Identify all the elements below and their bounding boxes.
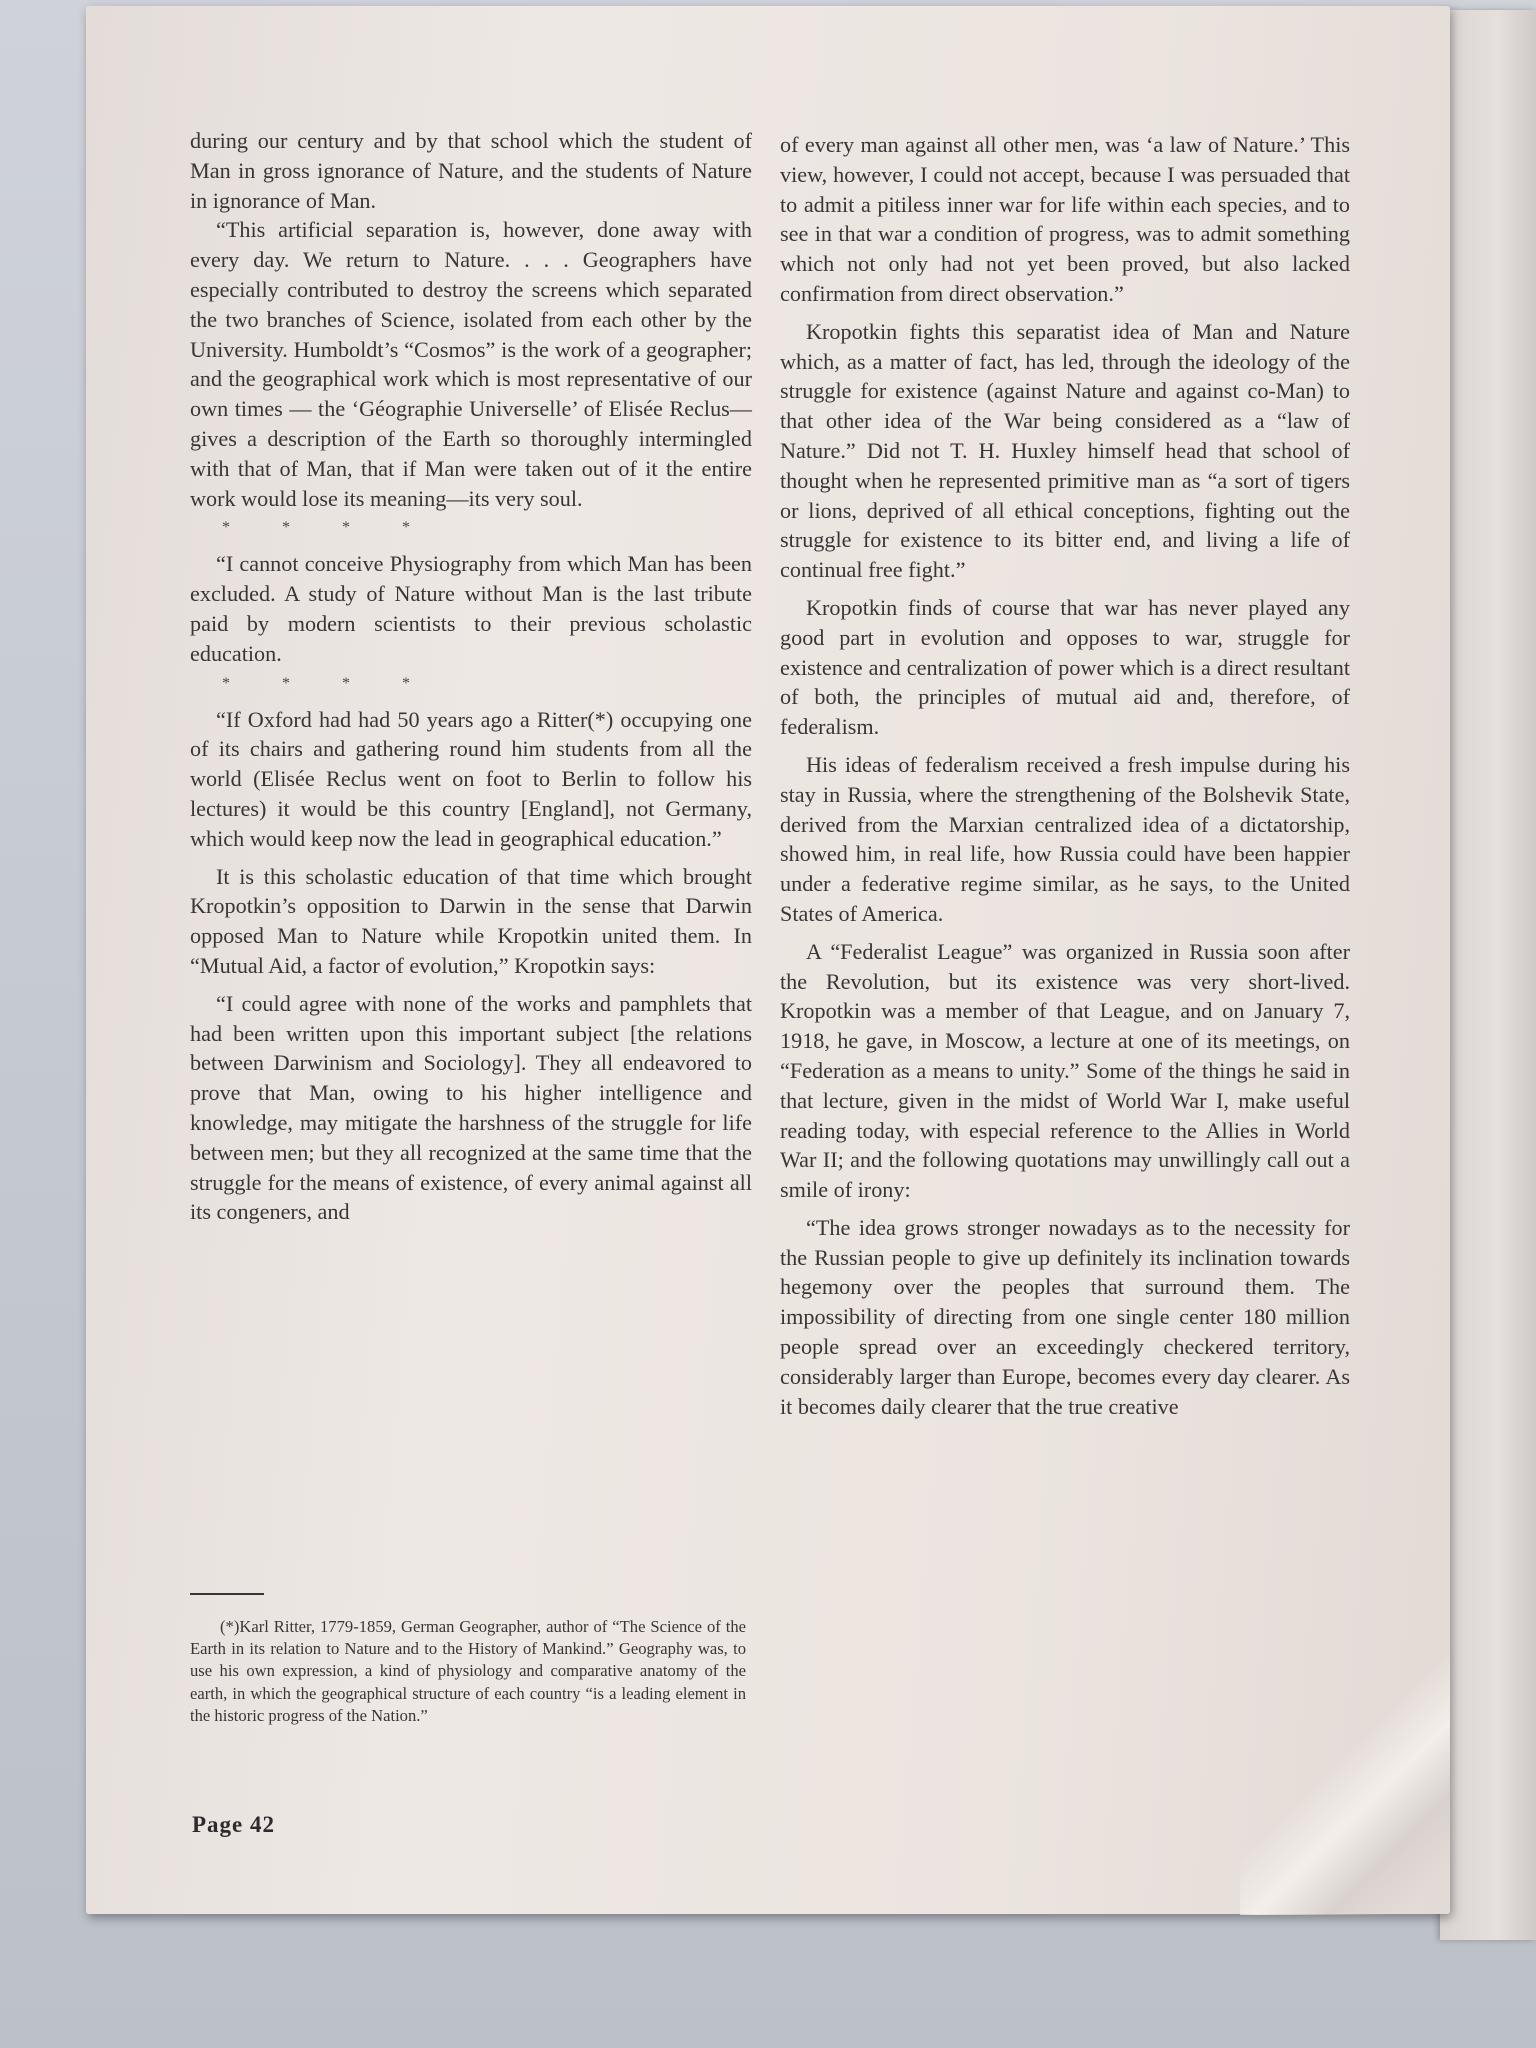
paragraph: during our century and by that school which the student of Man in gross ignorance of Nature, and the students of Nature in ignorance of Man. (190, 128, 752, 213)
paragraph: “I cannot conceive Physiography from which Man has been excluded. A study of Nature without Man is the last tribute paid by modern scientists to their previous scholastic education. (190, 551, 752, 666)
paragraph: Kropotkin finds of course that war has never played any good part in evolution and opposes to war, struggle for existence and centralization of power which is a direct resultant of both, the principles of mutual aid and, therefore, of federalism. (780, 594, 1350, 740)
section-separator: * * * * (222, 519, 434, 537)
page-number: Page 42 (192, 1812, 276, 1837)
paragraph: Kropotkin fights this separatist idea of Man and Nature which, as a matter of fact, has led, through the ideology of the struggle for existence (against Nature and against co-Man) to that other idea of the War being considered as a “law of Nature.” Did not T. H. Huxley himself head that school of thought when he represented primitive man as “a sort of tigers or lions, deprived of all ethical conceptions, fighting out the struggle for existence to its bitter end, and living a life of continual free fight.” (780, 318, 1350, 583)
paragraph: of every man against all other men, was ‘a law of Nature.’ This view, however, I could not accept, because I was persuaded that to admit a pitiless inner war for life within each species, and to see in that war a condition of progress, was to admit something which not only had not yet been proved, but also lacked confirmation from direct observation.” (780, 132, 1350, 306)
left-column (190, 126, 752, 1227)
section-separator: * * * * (222, 674, 434, 692)
right-column (780, 130, 1350, 1421)
footnote-text: (*)Karl Ritter, 1779-1859, German Geographer, author of “The Science of the Earth in its relation to Nature and to the History of Mankind.” Geography was, to use his own expression, a kind of physiology and comparative anatomy of the earth, in which the geographical structure of each country “is a leading element in the historic progress of the Nation.” (190, 1617, 746, 1725)
paragraph: It is this scholastic education of that time which brought Kropotkin’s opposition to Darwin in the sense that Darwin opposed Man to Nature while Kropotkin united them. In “Mutual Aid, a factor of evolution,” Kropotkin says: (190, 863, 752, 978)
paragraph: His ideas of federalism received a fresh impulse during his stay in Russia, where the strengthening of the Bolshevik State, derived from the Marxian centralized idea of a dictatorship, showed him, in real life, how Russia could have been happier under a federative regime similar, as he says, to the United States of America. (780, 751, 1350, 926)
paragraph: “The idea grows stronger nowadays as to the necessity for the Russian people to give up definitely its inclination towards hegemony over the peoples that surround them. The impossibility of directing from one single center 180 million people spread over an exceedingly checkered territory, considerably larger than Europe, becomes every day clearer. As it becomes daily clearer that the true creative (780, 1214, 1350, 1419)
paragraph: “This artificial separation is, however, done away with every day. We return to Nature. . . . Geographers have especially contributed to destroy the screens which separated the two branches of Science, isolated from each other by the University. Humboldt’s “Cosmos” is the work of a geographer; and the geographical work which is most representative of our own times — the ‘Géographie Universelle’ of Elisée Reclus—gives a description of the Earth so thoroughly intermingled with that of Man, that if Man were taken out of it the entire work would lose its meaning—its very soul. (190, 217, 752, 511)
footnote (190, 1616, 746, 1727)
paragraph: “If Oxford had had 50 years ago a Ritter(*) occupying one of its chairs and gathering round him students from all the world (Elisée Reclus went on foot to Berlin to follow his lectures) it would be this country [England], not Germany, which would keep now the lead in geographical education.” (190, 706, 752, 851)
paragraph: A “Federalist League” was organized in Russia soon after the Revolution, but its existence was very short-lived. Kropotkin was a member of that League, and on January 7, 1918, he gave, in Moscow, a lecture at one of its meetings, on “Federation as a means to unity.” Some of the things he said in that lecture, given in the midst of World War I, make useful reading today, with especial reference to the Allies in World War II; and the following quotations may unwillingly call out a smile of irony: (780, 938, 1350, 1203)
footnote-rule (190, 1593, 264, 1595)
next-page-edge (1440, 10, 1536, 1940)
paragraph: “I could agree with none of the works and pamphlets that had been written upon this important subject [the relations between Darwinism and Sociology]. They all endeavored to prove that Man, owing to his higher intelligence and knowledge, may mitigate the harshness of the struggle for life between men; but they all recognized at the same time that the struggle for the means of existence, of every animal against all its congeners, and (190, 990, 752, 1225)
